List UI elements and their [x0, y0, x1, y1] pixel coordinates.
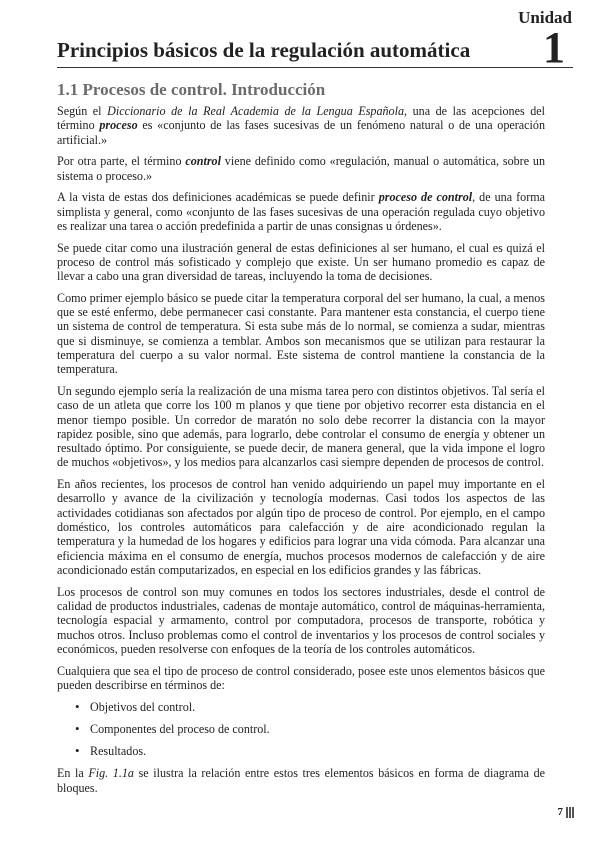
term-proceso-de-control: proceso de control: [378, 190, 473, 205]
body-text: [57, 104, 545, 802]
list-item: • Objetivos del control.: [57, 700, 545, 714]
page-footer: [558, 806, 575, 818]
term-proceso: proceso: [99, 118, 138, 133]
page-bars-icon: [566, 807, 574, 818]
list-item: • Resultados.: [57, 744, 545, 758]
dictionary-name: Diccionario de la Real Academia de la Lengua Española: [107, 104, 405, 118]
closing-paragraph: En la Fig. 1.1a se ilustra la relación entre estos tres elementos básicos en forma de diagrama de bloques.: [57, 766, 545, 795]
page-number: 7: [557, 806, 563, 818]
paragraph-7: En años recientes, los procesos de control han venido adquiriendo un papel muy importante en el desarrollo y avance de la civilización y tecnología modernas. Casi todos los aspectos de las actividades cotidianas son afectados por algún tipo de proceso de control. Por ejemplo, en el campo doméstico, los controles automáticos para calefacción y de aire acondicionado regulan la temperatura y la humedad de los hogares y edificios para lograr una vida cómoda. Para alcanzar una eficiencia máxima en el consumo de energía, muchos procesos modernos de calefacción y de aire acondicionado están computarizados, en especial en los edificios grandes y las fábricas.: [57, 477, 545, 577]
paragraph-3: A la vista de estas dos definiciones académicas se puede definir proceso de control, de una forma simplista y general, como «conjunto de las fases sucesivas de una operación regulada cuyo objetivo es realizar una tarea o acción predefinida a partir de unas consignas u órdenes».: [57, 190, 545, 233]
unit-label: Unidad: [518, 8, 572, 27]
paragraph-9: Cualquiera que sea el tipo de proceso de control considerado, posee este unos elementos básicos que pueden describirse en términos de:: [57, 663, 545, 692]
paragraph-1: Según el Diccionario de la Real Academia de la Lengua Española, una de las acepciones del término proceso es «conjunto de las fases sucesivas de un fenómeno natural o de una operación artificial.»: [57, 104, 546, 147]
paragraph-5: Como primer ejemplo básico se puede citar la temperatura corporal del ser humano, la cual, a menos que se esté enfermo, debe permanecer casi constante. Para mantener esta constancia, el cuerpo tiene un sistema de control de temperatura. Si esta sube más de lo normal, se comienza a sudar, mientras que si disminuye, se comienza a temblar. Ambos son mecanismos que se utilizan para restaurar la temperatura del cuerpo a su valor normal. Este sistema de control mantiene la constancia de la temperatura.: [57, 290, 545, 377]
title-divider: [57, 67, 573, 68]
figure-reference: Fig. 1.1a: [88, 766, 134, 781]
unit-number: 1: [543, 23, 565, 72]
term-control: control: [185, 154, 221, 169]
paragraph-6: Un segundo ejemplo sería la realización de una misma tarea pero con distintos objetivos. Tal sería el caso de un atleta que corre los 100 m planos y que tiene por objetivo recorrer esta distancia en el menor tiempo posible. Un corredor de maratón no solo debe recorrer la distancia con la mayor rapidez posible, sino que además, para lograrlo, debe controlar el consumo de energía y obtener un resultado óptimo. Por consiguiente, se puede decir, de manera general, que la vida impone el logro de muchos «objetivos», y los medios para alcanzarlos casi siempre dependen de procesos de control.: [57, 384, 545, 470]
elements-list: [57, 700, 545, 759]
paragraph-4: Se puede citar como una ilustración general de estas definiciones al ser humano, el cual es quizá el proceso de control más sofisticado y complejo que existe. Un ser humano promedio es capaz de llevar a cabo una gran diversidad de tareas, incluyendo la toma de decisiones.: [57, 240, 545, 284]
page-title: Principios básicos de la regulación automática: [57, 38, 471, 62]
paragraph-8: Los procesos de control son muy comunes en todos los sectores industriales, desde el control de calidad de productos industriales, cadenas de montaje automático, control de máquinas-herramienta, tecnología espacial y armamento, control por computadora, procesos de transporte, robótica y muchos otros. Incluso problemas como el control de inventarios y los procesos de control sociales y económicos, pueden resolverse con enfoques de la teoría de los controles automáticos.: [57, 584, 545, 656]
list-item: • Componentes del proceso de control.: [57, 722, 545, 736]
paragraph-2: Por otra parte, el término control viene definido como «regulación, manual o automática, sobre un sistema o proceso.»: [57, 154, 545, 183]
section-heading: 1.1 Procesos de control. Introducción: [57, 80, 326, 99]
